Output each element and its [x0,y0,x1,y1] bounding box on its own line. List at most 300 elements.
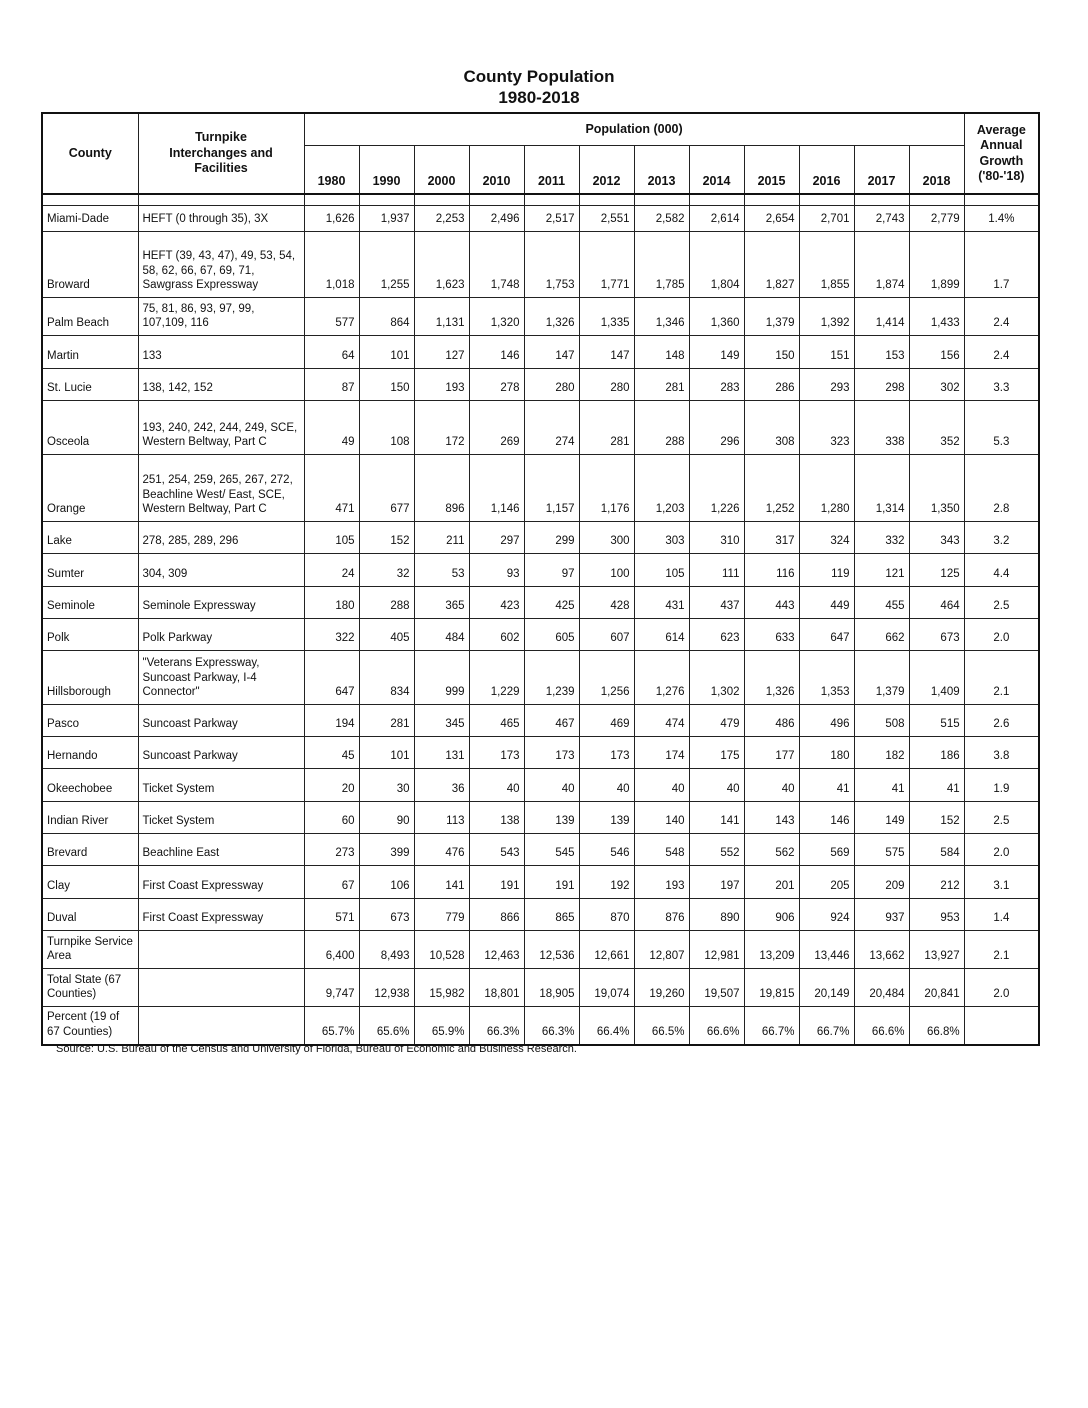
cell-population: 13,209 [744,931,799,969]
cell-population: 906 [744,899,799,931]
cell-turnpike: 75, 81, 86, 93, 97, 99, 107,109, 116 [138,298,304,336]
cell-county: Polk [42,619,138,651]
cell-population: 300 [579,522,634,554]
cell-turnpike: Ticket System [138,769,304,802]
cell-county: Seminole [42,587,138,619]
cell-county: Sumter [42,554,138,587]
table-row [42,1007,1039,1045]
header-year: 2017 [854,146,909,195]
cell-population: 937 [854,899,909,931]
cell-population: 1,255 [359,232,414,298]
cell-population: 365 [414,587,469,619]
cell-population: 281 [579,401,634,455]
cell-population: 423 [469,587,524,619]
cell-county: St. Lucie [42,369,138,401]
cell-county: Hernando [42,737,138,769]
cell-growth: 2.1 [964,931,1039,969]
cell-population: 125 [909,554,964,587]
table-row [42,705,1039,737]
cell-population: 90 [359,802,414,834]
cell-population: 662 [854,619,909,651]
cell-population: 476 [414,834,469,866]
cell-population: 19,815 [744,969,799,1007]
cell-population: 545 [524,834,579,866]
cell-population: 1,176 [579,455,634,522]
cell-population: 399 [359,834,414,866]
cell-turnpike [138,1007,304,1045]
cell-population: 1,239 [524,651,579,705]
cell-county: Indian River [42,802,138,834]
cell-turnpike: "Veterans Expressway, Suncoast Parkway, I-4 Connector" [138,651,304,705]
cell-population: 13,927 [909,931,964,969]
cell-population: 146 [799,802,854,834]
cell-population: 8,493 [359,931,414,969]
cell-population: 1,314 [854,455,909,522]
cell-population: 101 [359,737,414,769]
cell-population: 280 [579,369,634,401]
cell-population: 66.6% [854,1007,909,1045]
cell-population: 180 [304,587,359,619]
cell-population: 65.6% [359,1007,414,1045]
cell-population: 324 [799,522,854,554]
cell-population: 1,753 [524,232,579,298]
cell-population: 269 [469,401,524,455]
cell-population: 32 [359,554,414,587]
cell-population: 13,662 [854,931,909,969]
cell-growth: 3.2 [964,522,1039,554]
cell-turnpike: 251, 254, 259, 265, 267, 272, Beachline West/ East, SCE, Western Beltway, Part C [138,455,304,522]
table-row [42,298,1039,336]
cell-population: 36 [414,769,469,802]
cell-population: 93 [469,554,524,587]
cell-population: 151 [799,336,854,369]
cell-population: 281 [359,705,414,737]
cell-county: Brevard [42,834,138,866]
table-row [42,834,1039,866]
cell-population: 338 [854,401,909,455]
cell-population: 182 [854,737,909,769]
cell-population: 10,528 [414,931,469,969]
cell-population: 66.5% [634,1007,689,1045]
cell-population: 141 [414,866,469,899]
cell-population: 2,654 [744,206,799,232]
cell-population: 1,320 [469,298,524,336]
cell-population: 67 [304,866,359,899]
cell-population: 1,335 [579,298,634,336]
cell-turnpike: HEFT (0 through 35), 3X [138,206,304,232]
cell-population: 834 [359,651,414,705]
cell-population: 2,743 [854,206,909,232]
cell-population: 571 [304,899,359,931]
cell-population: 779 [414,899,469,931]
cell-population: 41 [854,769,909,802]
cell-population: 405 [359,619,414,651]
header-year: 2000 [414,146,469,195]
cell-population: 152 [359,522,414,554]
cell-county: Lake [42,522,138,554]
header-year: 1990 [359,146,414,195]
cell-population: 1,018 [304,232,359,298]
cell-population: 9,747 [304,969,359,1007]
cell-population: 100 [579,554,634,587]
cell-population: 12,807 [634,931,689,969]
cell-population: 140 [634,802,689,834]
table-row [42,802,1039,834]
cell-population: 127 [414,336,469,369]
cell-population: 308 [744,401,799,455]
cell-population: 111 [689,554,744,587]
cell-population: 20,149 [799,969,854,1007]
cell-population: 209 [854,866,909,899]
table-row [42,232,1039,298]
cell-population: 156 [909,336,964,369]
table-row [42,737,1039,769]
cell-county: Clay [42,866,138,899]
cell-population: 515 [909,705,964,737]
cell-population: 673 [359,899,414,931]
cell-population: 864 [359,298,414,336]
cell-population: 890 [689,899,744,931]
cell-population: 876 [634,899,689,931]
cell-population: 173 [579,737,634,769]
cell-population: 281 [634,369,689,401]
header-year: 2018 [909,146,964,195]
cell-population: 870 [579,899,634,931]
cell-population: 66.6% [689,1007,744,1045]
table-header [42,113,1039,194]
cell-population: 924 [799,899,854,931]
table-row [42,619,1039,651]
cell-population: 293 [799,369,854,401]
cell-growth: 3.3 [964,369,1039,401]
cell-population: 212 [909,866,964,899]
cell-population: 274 [524,401,579,455]
cell-population: 143 [744,802,799,834]
cell-population: 437 [689,587,744,619]
cell-population: 577 [304,298,359,336]
cell-population: 322 [304,619,359,651]
cell-population: 332 [854,522,909,554]
cell-growth: 2.0 [964,619,1039,651]
cell-population: 1,785 [634,232,689,298]
cell-population: 147 [524,336,579,369]
cell-population: 186 [909,737,964,769]
cell-county: Pasco [42,705,138,737]
cell-population: 443 [744,587,799,619]
cell-population: 310 [689,522,744,554]
cell-population: 53 [414,554,469,587]
cell-population: 896 [414,455,469,522]
cell-population: 40 [524,769,579,802]
cell-population: 303 [634,522,689,554]
cell-population: 1,433 [909,298,964,336]
table-row [42,401,1039,455]
cell-population: 149 [854,802,909,834]
header-population-group: Population (000) [304,113,964,146]
cell-population: 66.3% [524,1007,579,1045]
cell-turnpike: Seminole Expressway [138,587,304,619]
cell-population: 449 [799,587,854,619]
cell-turnpike: First Coast Expressway [138,899,304,931]
cell-population: 205 [799,866,854,899]
cell-population: 469 [579,705,634,737]
cell-population: 13,446 [799,931,854,969]
cell-population: 152 [909,802,964,834]
cell-population: 455 [854,587,909,619]
cell-population: 191 [524,866,579,899]
cell-population: 177 [744,737,799,769]
cell-population: 2,253 [414,206,469,232]
table-spacer [42,194,1039,206]
cell-population: 1,326 [524,298,579,336]
table-row [42,455,1039,522]
cell-population: 575 [854,834,909,866]
cell-population: 479 [689,705,744,737]
cell-population: 141 [689,802,744,834]
cell-growth: 4.4 [964,554,1039,587]
cell-population: 467 [524,705,579,737]
cell-population: 299 [524,522,579,554]
cell-population: 1,346 [634,298,689,336]
cell-population: 1,353 [799,651,854,705]
cell-population: 45 [304,737,359,769]
cell-population: 607 [579,619,634,651]
cell-population: 508 [854,705,909,737]
cell-population: 19,074 [579,969,634,1007]
cell-population: 2,701 [799,206,854,232]
cell-population: 18,801 [469,969,524,1007]
header-year: 2010 [469,146,524,195]
cell-population: 425 [524,587,579,619]
header-year: 2015 [744,146,799,195]
cell-population: 543 [469,834,524,866]
cell-population: 2,614 [689,206,744,232]
cell-population: 1,280 [799,455,854,522]
cell-population: 296 [689,401,744,455]
cell-turnpike: Beachline East [138,834,304,866]
cell-population: 106 [359,866,414,899]
cell-population: 148 [634,336,689,369]
cell-turnpike: 278, 285, 289, 296 [138,522,304,554]
cell-turnpike [138,931,304,969]
cell-population: 15,982 [414,969,469,1007]
cell-population: 273 [304,834,359,866]
cell-turnpike: 133 [138,336,304,369]
cell-population: 280 [524,369,579,401]
cell-population: 1,379 [854,651,909,705]
cell-population: 193 [414,369,469,401]
cell-population: 1,855 [799,232,854,298]
cell-population: 12,661 [579,931,634,969]
cell-population: 40 [744,769,799,802]
cell-population: 584 [909,834,964,866]
cell-population: 150 [744,336,799,369]
cell-population: 192 [579,866,634,899]
cell-population: 40 [634,769,689,802]
cell-turnpike: 193, 240, 242, 244, 249, SCE, Western Beltway, Part C [138,401,304,455]
table-row [42,206,1039,232]
cell-population: 1,302 [689,651,744,705]
cell-growth: 2.0 [964,834,1039,866]
cell-growth: 2.6 [964,705,1039,737]
cell-population: 24 [304,554,359,587]
cell-county: Okeechobee [42,769,138,802]
cell-population: 49 [304,401,359,455]
cell-population: 66.4% [579,1007,634,1045]
cell-population: 1,203 [634,455,689,522]
cell-population: 633 [744,619,799,651]
cell-population: 66.7% [744,1007,799,1045]
cell-population: 953 [909,899,964,931]
cell-population: 2,517 [524,206,579,232]
source-note: Source: U.S. Bureau of the Census and University of Florida, Bureau of Economic and Business Research. [56,1043,577,1055]
cell-population: 173 [469,737,524,769]
cell-growth: 2.0 [964,969,1039,1007]
cell-growth: 3.8 [964,737,1039,769]
cell-county: Duval [42,899,138,931]
cell-population: 546 [579,834,634,866]
table-body [42,194,1039,1045]
cell-growth: 5.3 [964,401,1039,455]
cell-population: 345 [414,705,469,737]
header-year: 2014 [689,146,744,195]
cell-population: 2,551 [579,206,634,232]
cell-population: 465 [469,705,524,737]
cell-turnpike: 304, 309 [138,554,304,587]
cell-population: 484 [414,619,469,651]
cell-population: 121 [854,554,909,587]
cell-growth: 2.4 [964,298,1039,336]
header-turnpike: Turnpike Interchanges and Facilities [138,113,304,194]
cell-turnpike: 138, 142, 152 [138,369,304,401]
cell-county: Percent (19 of 67 Counties) [42,1007,138,1045]
cell-population: 20 [304,769,359,802]
cell-population: 19,260 [634,969,689,1007]
cell-population: 999 [414,651,469,705]
cell-growth: 1.9 [964,769,1039,802]
cell-population: 1,804 [689,232,744,298]
cell-population: 673 [909,619,964,651]
table-row [42,769,1039,802]
cell-county: Turnpike Service Area [42,931,138,969]
cell-population: 496 [799,705,854,737]
cell-county: Osceola [42,401,138,455]
cell-turnpike: Suncoast Parkway [138,705,304,737]
cell-population: 40 [689,769,744,802]
cell-turnpike: Polk Parkway [138,619,304,651]
cell-population: 569 [799,834,854,866]
cell-population: 286 [744,369,799,401]
cell-population: 65.7% [304,1007,359,1045]
cell-population: 865 [524,899,579,931]
cell-turnpike: Suncoast Parkway [138,737,304,769]
table-row [42,336,1039,369]
cell-population: 116 [744,554,799,587]
population-table [41,112,1040,1046]
cell-population: 97 [524,554,579,587]
cell-county: Hillsborough [42,651,138,705]
cell-population: 174 [634,737,689,769]
cell-population: 40 [469,769,524,802]
cell-population: 66.7% [799,1007,854,1045]
cell-population: 30 [359,769,414,802]
cell-population: 1,326 [744,651,799,705]
cell-population: 343 [909,522,964,554]
cell-population: 60 [304,802,359,834]
cell-population: 605 [524,619,579,651]
cell-growth [964,1007,1039,1045]
cell-population: 297 [469,522,524,554]
cell-population: 172 [414,401,469,455]
cell-population: 1,874 [854,232,909,298]
cell-population: 288 [359,587,414,619]
cell-county: Miami-Dade [42,206,138,232]
cell-growth: 1.4 [964,899,1039,931]
cell-turnpike: First Coast Expressway [138,866,304,899]
cell-population: 20,841 [909,969,964,1007]
cell-population: 283 [689,369,744,401]
cell-growth: 3.1 [964,866,1039,899]
table-row [42,554,1039,587]
cell-population: 548 [634,834,689,866]
table-row [42,522,1039,554]
cell-population: 2,779 [909,206,964,232]
cell-population: 428 [579,587,634,619]
cell-turnpike [138,969,304,1007]
cell-population: 1,937 [359,206,414,232]
cell-growth: 2.5 [964,587,1039,619]
cell-population: 562 [744,834,799,866]
cell-population: 146 [469,336,524,369]
cell-population: 175 [689,737,744,769]
cell-population: 19,507 [689,969,744,1007]
title-line-1: County Population [463,67,615,86]
cell-population: 474 [634,705,689,737]
cell-population: 464 [909,587,964,619]
header-county: County [42,113,138,194]
cell-population: 211 [414,522,469,554]
cell-population: 101 [359,336,414,369]
cell-population: 153 [854,336,909,369]
table-row [42,651,1039,705]
cell-population: 105 [304,522,359,554]
cell-population: 87 [304,369,359,401]
cell-population: 302 [909,369,964,401]
cell-population: 1,360 [689,298,744,336]
cell-population: 147 [579,336,634,369]
cell-population: 139 [579,802,634,834]
cell-growth: 1.4% [964,206,1039,232]
cell-population: 149 [689,336,744,369]
title-line-2: 1980-2018 [498,88,580,107]
header-year: 1980 [304,146,359,195]
header-year: 2016 [799,146,854,195]
cell-population: 1,379 [744,298,799,336]
cell-population: 298 [854,369,909,401]
cell-population: 12,463 [469,931,524,969]
table-row [42,899,1039,931]
cell-population: 64 [304,336,359,369]
cell-population: 1,131 [414,298,469,336]
cell-population: 317 [744,522,799,554]
cell-population: 1,899 [909,232,964,298]
cell-county: Orange [42,455,138,522]
table-row [42,931,1039,969]
cell-population: 41 [799,769,854,802]
cell-population: 6,400 [304,931,359,969]
cell-population: 12,938 [359,969,414,1007]
cell-population: 1,392 [799,298,854,336]
